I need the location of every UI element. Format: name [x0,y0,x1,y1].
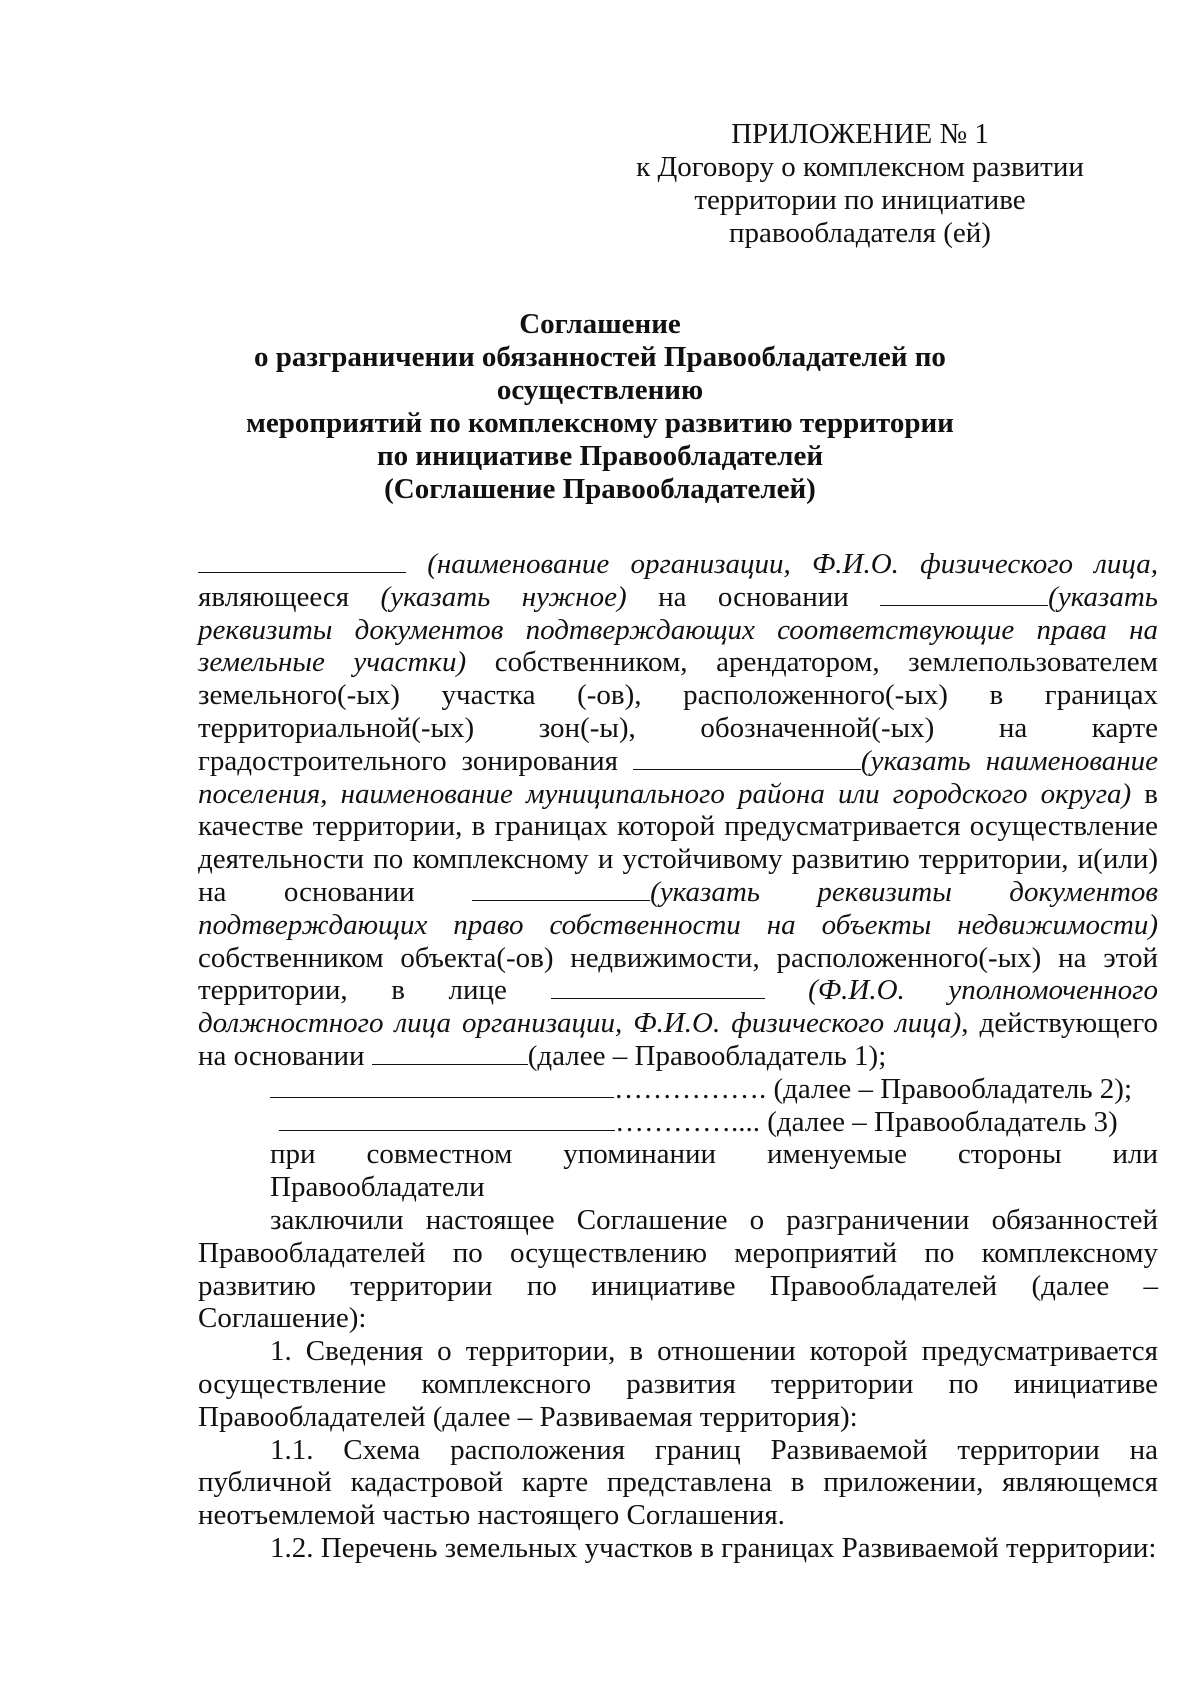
italic-note: (наименование организации, Ф.И.О. физического лица, [427,548,1159,580]
clause-1: 1. Сведения о территории, в отношении которой предусматривается осуществление комплексного развития территории по инициативе Правообладателей (далее – Развиваемая территория): [198,1335,1158,1433]
italic-note: (указать нужное) [380,580,627,613]
text-span: на основании [658,580,849,613]
text-span: ………….... (далее – Правообладатель 3) [615,1105,1118,1138]
document-body [198,548,1158,1565]
italic-note: (указать реквизиты документов подтверждающих право собственности на объекты недвижимости) [198,875,1158,941]
fill-blank [372,1042,528,1065]
italic-note: (указать наименование поселения, наименование муниципального района или городского округа) [198,744,1159,810]
fill-blank [279,1108,615,1131]
italic-note: (Ф.И.О. уполномоченного должностного лица организации, Ф.И.О. физического лица) [198,974,1159,1040]
text-span: (далее – Правообладатель 1); [527,1039,887,1072]
text-span: собственником объекта(-ов) недвижимости, расположенного(-ых) на этой территории, в лице [198,941,1158,1007]
title-line: (Соглашение Правообладателей) [384,473,816,505]
joint-reference: при совместном упоминании именуемые стороны или Правообладатели [270,1138,1158,1204]
appendix-header [560,118,1160,250]
text-span: в качестве территории, в границах которой предусматривается осуществление деятельности по комплексному и устойчивому развитию территории, и(или) на основании [198,777,1158,908]
concluded-paragraph: заключили настоящее Соглашение о разграничении обязанностей Правообладателей по осуществлению мероприятий по комплексному развитию территории по инициативе Правообладателей (далее – Соглашение): [198,1203,1158,1335]
appendix-ref-line: к Договору о комплексном развитии [636,151,1084,183]
title-line: мероприятий по комплексному развитию территории [246,407,954,439]
text-span: являющееся [198,580,350,613]
appendix-number: ПРИЛОЖЕНИЕ № 1 [731,118,989,150]
title-line: по инициативе Правообладателей [376,440,824,472]
party2-paragraph [198,1073,1158,1106]
title-line: Соглашение [519,308,681,340]
text-span: ……………. (далее – Правообладатель 2); [614,1072,1133,1105]
clause-1-2: 1.2. Перечень земельных участков в границах Развиваемой территории: [270,1531,1157,1564]
party1-paragraph [198,548,1158,1073]
text-span: собственником, арендатором, землепользователем земельного(-ых) участка (-ов), расположенного(-ых) в границах территориальной(-ых) зон(-ы), обозначенной(-ых) на карте градостроительного зонирования [198,646,1158,777]
document-title [160,308,1040,506]
fill-blank [270,1075,614,1098]
clause-1-1: 1.1. Схема расположения границ Развиваемой территории на публичной кадастровой карте представлена в приложении, являющемся неотъемлемой частью настоящего Соглашения. [198,1433,1158,1532]
party3-paragraph [198,1106,1158,1139]
fill-blank [633,747,861,770]
italic-note: (указать реквизиты документов подтверждающих соответствующие права на земельные участки) [198,580,1158,679]
title-line: о разграничении обязанностей Правообладателей по осуществлению [254,341,946,406]
fill-blank [551,976,765,999]
appendix-ref-line: территории по инициативе [694,184,1026,216]
appendix-ref-line: правообладателя (ей) [729,217,991,249]
fill-blank [198,550,406,573]
fill-blank [880,583,1048,606]
text-span: , действующего на основании [198,1007,1158,1072]
fill-blank [472,878,650,901]
